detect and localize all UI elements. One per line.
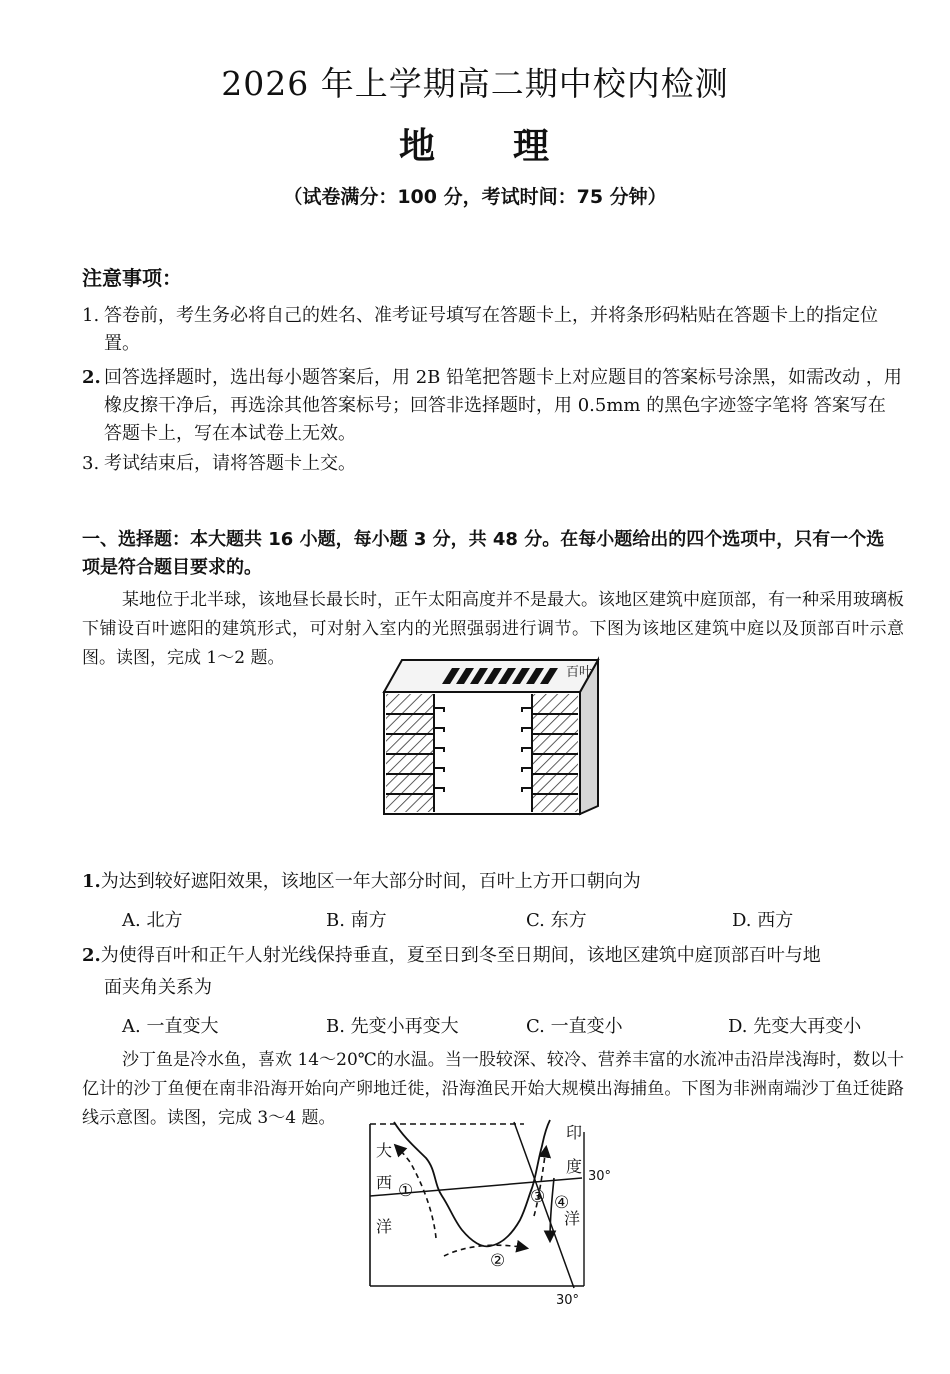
question-stem: 为使得百叶和正午人射光线保持垂直，夏至日到冬至日期间，该地区建筑中庭顶部百叶与地 — [100, 945, 821, 966]
q1-option-a[interactable]: A. 北方 — [122, 910, 183, 931]
page-title: 2026 年上学期高二期中校内检测 — [221, 64, 729, 103]
q1-option-b[interactable]: B. 南方 — [326, 910, 387, 931]
note-number: 1. — [82, 305, 100, 326]
note-number: 3. — [82, 453, 100, 474]
q2-option-c[interactable]: C. 一直变小 — [526, 1016, 623, 1037]
label-indian-1: 印 — [566, 1123, 583, 1142]
label-atlantic-1: 大 — [376, 1141, 393, 1160]
exam-meta: （试卷满分：100 分，考试时间：75 分钟） — [283, 186, 667, 208]
question-2 — [82, 940, 908, 972]
note-text: 考试结束后，请将答题卡上交。 — [104, 453, 356, 474]
lon-label: 30° — [556, 1293, 580, 1308]
passage-2: 沙丁鱼是冷水鱼，喜欢 14～20℃的水温。当一股较深、较冷、营养丰富的水流冲击沿岸浅海时，数以十亿计的沙丁鱼便在南非沿海开始向产卵地迁徙，沿海渔民开始大规模出海捕鱼。下图为非洲南端沙丁鱼迁徙路线示意图。读图，完成 3～4 题。 — [82, 1050, 904, 1128]
note-item-2 — [82, 364, 902, 448]
section-heading: 一、选择题：本大题共 16 小题，每小题 3 分，共 48 分。在每小题给出的四个选项中，只有一个选 项是符合题目要求的。 — [82, 529, 885, 578]
marker-4: ④ — [554, 1193, 570, 1213]
label-indian-2: 度 — [566, 1157, 583, 1176]
q1-option-d[interactable]: D. 西方 — [732, 910, 794, 931]
note-item-1 — [82, 302, 902, 358]
question-stem: 为达到较好遮阳效果，该地区一年大部分时间，百叶上方开口朝向为 — [100, 871, 641, 892]
subject-title — [0, 118, 950, 169]
q2-option-a[interactable]: A. 一直变大 — [122, 1016, 219, 1037]
subject-char-1: 地 — [398, 126, 437, 167]
lat-label: 30° — [588, 1169, 612, 1184]
note-text: 回答选择题时，选出每小题答案后，用 2B 铅笔把答题卡上对应题目的答案标号涂黑，如需改动 ，用橡皮擦干净后，再选涂其他答案标号；回答非选择题时，用 0.5mm 的黑色字迹签字笔将 答案写在答题卡上，写在本试卷上无效。 — [104, 367, 902, 444]
question-1 — [82, 866, 908, 898]
louver-label: 百叶 — [566, 665, 593, 680]
note-item-3 — [82, 450, 902, 478]
q2-option-b[interactable]: B. 先变小再变大 — [326, 1016, 459, 1037]
note-text: 答卷前，考生务必将自己的姓名、准考证号填写在答题卡上，并将条形码粘贴在答题卡上的指定位置。 — [104, 305, 878, 354]
question-2-line2: 面夹角关系为 — [104, 977, 212, 998]
marker-1: ① — [398, 1181, 414, 1201]
question-number: 2. — [82, 945, 101, 966]
sardine-migration-map — [364, 1118, 626, 1310]
note-number: 2. — [82, 367, 101, 388]
label-atlantic-3: 洋 — [376, 1217, 393, 1236]
q1-option-c[interactable]: C. 东方 — [526, 910, 587, 931]
notes-heading: 注意事项： — [82, 266, 182, 290]
marker-2: ② — [490, 1251, 506, 1271]
passage-1: 某地位于北半球，该地昼长最长时，正午太阳高度并不是最大。该地区建筑中庭顶部，有一种采用玻璃板下铺设百叶遮阳的建筑形式，可对射入室内的光照强弱进行调节。下图为该地区建筑中庭以及顶部百叶示意图。读图，完成 1～2 题。 — [82, 590, 904, 668]
label-indian-3: 洋 — [564, 1209, 581, 1228]
marker-3: ③ — [530, 1187, 546, 1207]
subject-char-2: 理 — [513, 126, 552, 167]
label-atlantic-2: 西 — [376, 1173, 393, 1192]
atrium-louver-figure — [380, 656, 626, 818]
q2-option-d[interactable]: D. 先变大再变小 — [728, 1016, 862, 1037]
question-number: 1. — [82, 871, 101, 892]
